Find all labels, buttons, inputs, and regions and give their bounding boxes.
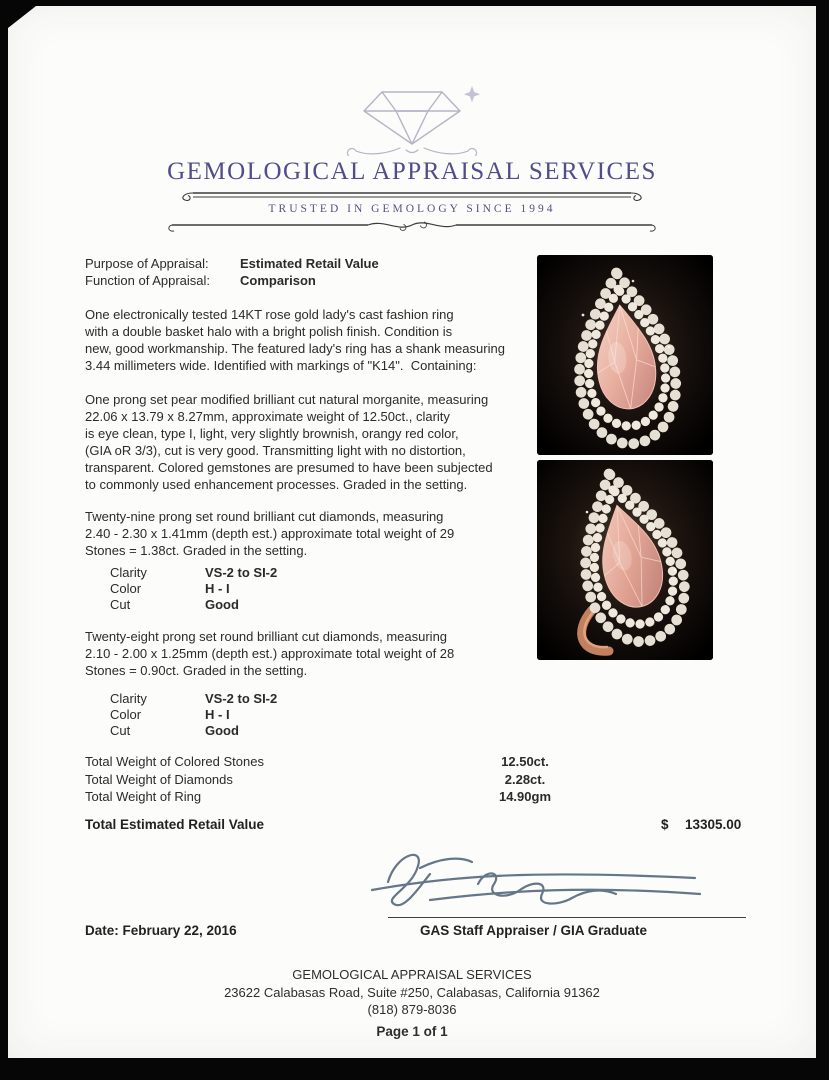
cut-label: Cut [110, 723, 131, 738]
total-row [85, 753, 645, 771]
total-label: Total Weight of Diamonds [85, 771, 233, 787]
text-line: 2.40 - 2.30 x 1.41mm (depth est.) approximate total weight of 29 [85, 526, 455, 541]
company-name: GEMOLOGICAL APPRAISAL SERVICES [167, 158, 657, 185]
sparkle-icon [464, 86, 480, 102]
table-row [110, 597, 277, 613]
clarity-label: Clarity [110, 565, 147, 580]
text-line: Twenty-nine prong set round brilliant cut diamonds, measuring [85, 509, 444, 524]
text-line: Stones = 1.38ct. Graded in the setting. [85, 543, 308, 558]
scan-corner-artifact [8, 6, 36, 28]
text-line: to commonly used enhancement processes. Graded in the setting. [85, 477, 468, 492]
text-line: One electronically tested 14KT rose gold lady's cast fashion ring [85, 307, 454, 322]
double-rule-ornament-icon [177, 189, 647, 202]
clarity-value: VS-2 to SI-2 [205, 565, 278, 580]
grading-table-2 [110, 691, 277, 739]
footer-company: GEMOLOGICAL APPRAISAL SERVICES [292, 967, 532, 982]
footer-address: 23622 Calabasas Road, Suite #250, Calabasas, California 91362 [224, 985, 600, 1000]
ring-photo-top-view [537, 255, 713, 455]
clarity-label: Clarity [110, 691, 147, 706]
appraisal-info [85, 255, 379, 289]
text-line: 22.06 x 13.79 x 8.27mm, approximate weight of 12.50ct., clarity [85, 409, 450, 424]
text-line: One prong set pear modified brilliant cut natural morganite, measuring [85, 392, 489, 407]
table-row [110, 565, 277, 581]
purpose-row [85, 255, 379, 272]
diamonds-28-description-paragraph [85, 628, 454, 679]
text-line: new, good workmanship. The featured lady's ring has a shank measuring [85, 341, 505, 356]
table-row [110, 707, 277, 723]
color-value: H - I [205, 707, 230, 722]
text-line: Twenty-eight prong set round brilliant cut diamonds, measuring [85, 629, 448, 644]
table-row [110, 691, 277, 707]
clarity-value: VS-2 to SI-2 [205, 691, 278, 706]
cut-value: Good [205, 597, 239, 612]
document-page [8, 6, 816, 1058]
ring-photo-side-view [537, 460, 713, 660]
appraiser-label: GAS Staff Appraiser / GIA Graduate [420, 923, 648, 938]
color-label: Color [110, 581, 142, 596]
total-value: 12.50ct. [501, 754, 549, 769]
totals-section [85, 753, 645, 806]
text-line: 2.10 - 2.00 x 1.25mm (depth est.) approximate total weight of 28 [85, 646, 455, 661]
text-line: transparent. Colored gemstones are presumed to have been subjected [85, 460, 493, 475]
signature-image [360, 844, 710, 918]
cut-label: Cut [110, 597, 131, 612]
company-tagline: TRUSTED IN GEMOLOGY SINCE 1994 [268, 203, 556, 215]
signature-divider [388, 917, 746, 918]
letterhead [8, 78, 816, 236]
morganite-description-paragraph [85, 391, 493, 493]
function-label: Function of Appraisal: [85, 273, 211, 288]
diamond-logo-icon [322, 78, 502, 156]
diamonds-29-description-paragraph [85, 508, 454, 559]
currency-symbol: $ [661, 817, 669, 832]
total-value: 14.90gm [498, 789, 552, 804]
color-value: H - I [205, 581, 230, 596]
text-line: with a double basket halo with a bright polish finish. Condition is [85, 324, 453, 339]
table-row [110, 723, 277, 739]
cut-value: Good [205, 723, 239, 738]
retail-value-row [85, 817, 765, 832]
text-line: 3.44 millimeters wide. Identified with markings of "K14". Containing: [85, 358, 477, 373]
total-row [85, 788, 645, 806]
grading-table-1 [110, 565, 277, 613]
flourish-swirl-icon [347, 148, 476, 156]
total-row [85, 771, 645, 789]
total-label: Total Weight of Colored Stones [85, 754, 264, 769]
total-label: Total Weight of Ring [85, 789, 202, 804]
flourish-rule-ornament-icon [162, 218, 662, 236]
footer-page-number: Page 1 of 1 [376, 1024, 448, 1039]
text-line: (GIA oR 3/3), cut is very good. Transmitting light with no distortion, [85, 443, 466, 458]
retail-amount: 13305.00 [685, 817, 742, 832]
function-row [85, 272, 379, 289]
date-label: Date: February 22, 2016 [85, 923, 237, 938]
purpose-value: Estimated Retail Value [240, 256, 379, 271]
footer-phone: (818) 879-8036 [367, 1002, 457, 1017]
function-value: Comparison [240, 273, 316, 288]
purpose-label: Purpose of Appraisal: [85, 256, 209, 271]
total-value: 2.28ct. [504, 771, 546, 787]
table-row [110, 581, 277, 597]
color-label: Color [110, 707, 142, 722]
text-line: is eye clean, type I, light, very slightly brownish, orangy red color, [85, 426, 459, 441]
retail-value-label: Total Estimated Retail Value [85, 817, 265, 832]
text-line: Stones = 0.90ct. Graded in the setting. [85, 663, 308, 678]
ring-description-paragraph [85, 306, 505, 374]
